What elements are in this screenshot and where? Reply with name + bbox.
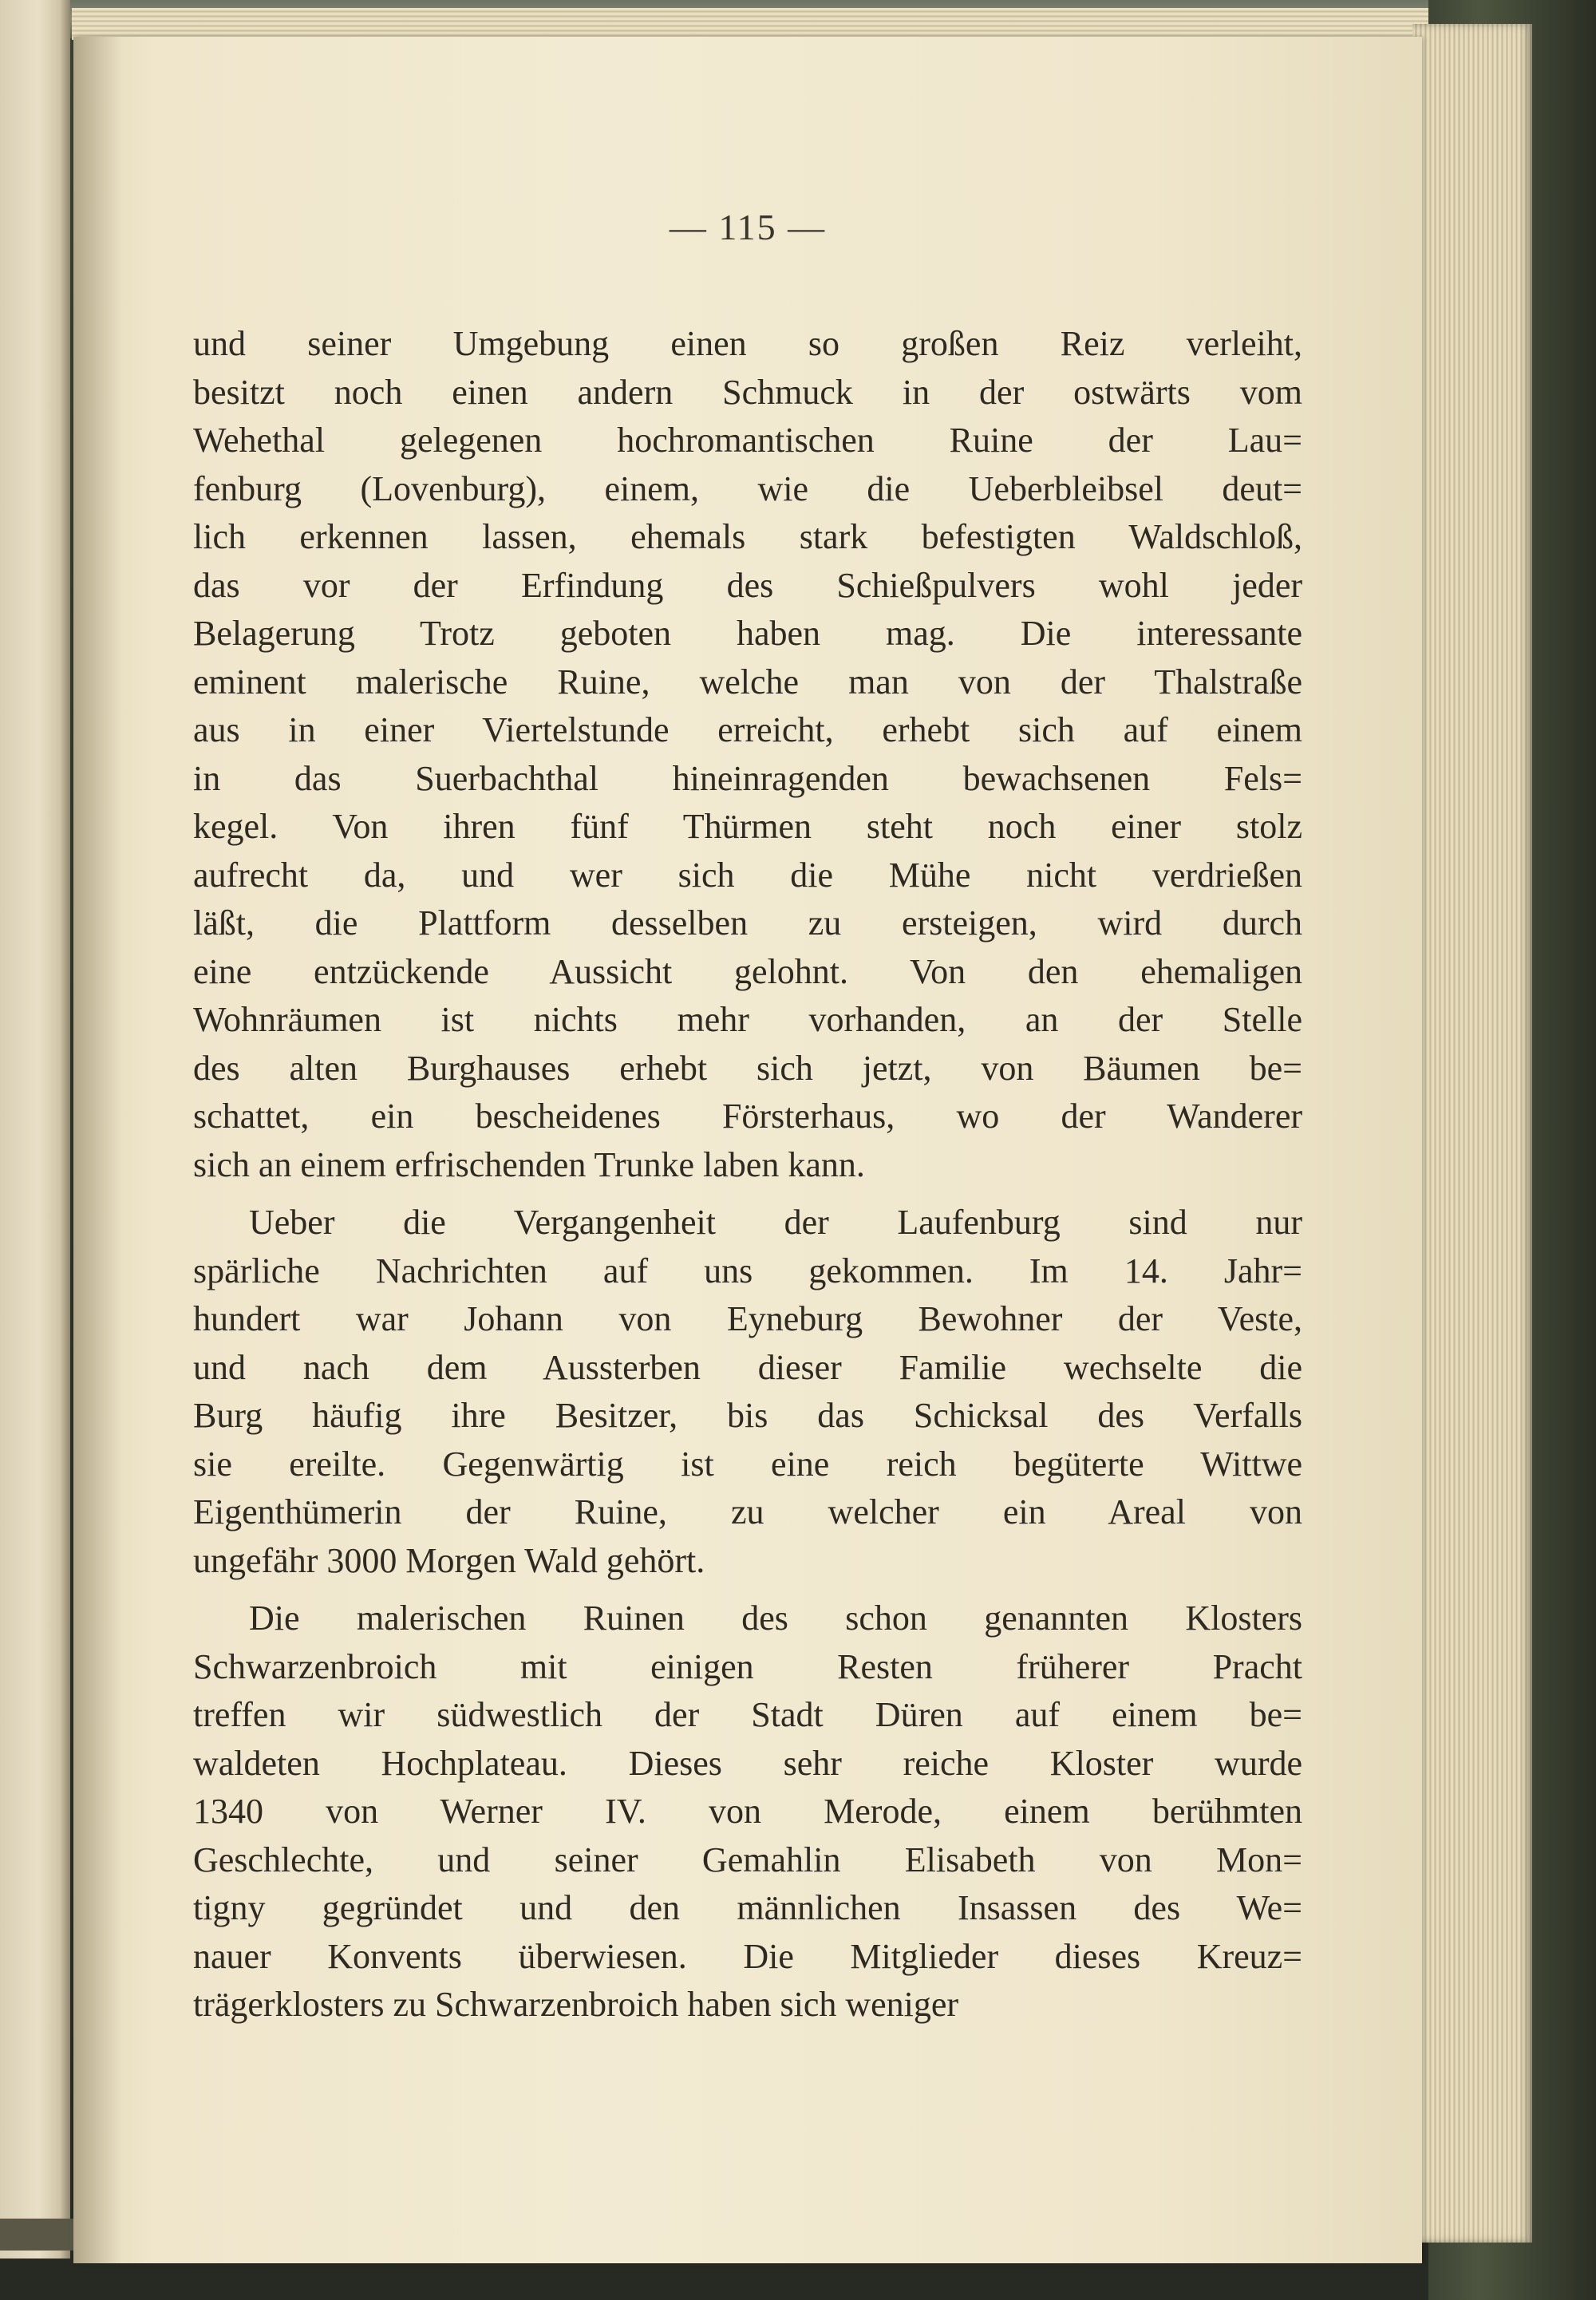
text-line: hundert war Johann von Eyneburg Bewohner der Veste,	[193, 1299, 1302, 1338]
text-line: sie ereilte. Gegenwärtig ist eine reich begüterte Wittwe	[193, 1444, 1302, 1484]
gutter-shadow	[73, 37, 121, 2263]
text-line: aufrecht da, und wer sich die Mühe nicht verdrießen	[193, 855, 1302, 895]
text-line: aus in einer Viertelstunde erreicht, erhebt sich auf einem	[193, 710, 1302, 749]
text-line: Burg häufig ihre Besitzer, bis das Schicksal des Verfalls	[193, 1396, 1302, 1435]
text-line: Geschlechte, und seiner Gemahlin Elisabeth von Mon=	[193, 1840, 1302, 1879]
text-line: tigny gegründet und den männlichen Insassen des We=	[193, 1888, 1302, 1927]
text-line: Eigenthümerin der Ruine, zu welcher ein Areal von	[193, 1492, 1302, 1531]
text-line: Wohnräumen ist nichts mehr vorhanden, an der Stelle	[193, 1000, 1302, 1039]
text-line: ungefähr 3000 Morgen Wald gehört.	[193, 1540, 705, 1580]
text-line: besitzt noch einen andern Schmuck in der ostwärts vom	[193, 372, 1302, 412]
text-line: eminent malerische Ruine, welche man von der Thalstraße	[193, 662, 1302, 701]
text-line: und nach dem Aussterben dieser Familie wechselte die	[193, 1347, 1302, 1387]
text-line: Wehethal gelegenen hochromantischen Ruine der Lau=	[193, 421, 1302, 460]
text-line: nauer Konvents überwiesen. Die Mitglieder dieses Kreuz=	[193, 1936, 1302, 1976]
book-page	[73, 37, 1422, 2263]
text-line: Die malerischen Ruinen des schon genannten Klosters	[249, 1599, 1302, 1638]
text-line: Ueber die Vergangenheit der Laufenburg sind nur	[249, 1203, 1302, 1242]
text-line: des alten Burghauses erhebt sich jetzt, von Bäumen be=	[193, 1048, 1302, 1088]
page-number: — 115 —	[669, 207, 827, 247]
paragraph-gap	[193, 1585, 1302, 1595]
text-line: das vor der Erfindung des Schießpulvers wohl jeder	[193, 565, 1302, 605]
text-line: spärliche Nachrichten auf uns gekommen. Im 14. Jahr=	[193, 1251, 1302, 1290]
text-line: fenburg (Lovenburg), einem, wie die Ueberbleibsel deut=	[193, 468, 1302, 508]
text-line: sich an einem erfrischenden Trunke laben kann.	[193, 1144, 865, 1184]
facing-page-shadow	[0, 2219, 76, 2251]
text-line: treffen wir südwestlich der Stadt Düren auf einem be=	[193, 1695, 1302, 1734]
text-line: in das Suerbachthal hineinragenden bewachsenen Fels=	[193, 758, 1302, 798]
text-line: und seiner Umgebung einen so großen Reiz verleiht,	[193, 324, 1302, 363]
text-line: lich erkennen lassen, ehemals stark befestigten Waldschloß,	[193, 517, 1302, 556]
text-line: 1340 von Werner IV. von Merode, einem berühmten	[193, 1792, 1302, 1831]
paragraph-gap	[193, 1189, 1302, 1199]
text-line: Schwarzenbroich mit einigen Resten früherer Pracht	[193, 1646, 1302, 1686]
facing-page-left	[0, 0, 70, 2259]
text-line: schattet, ein bescheidenes Försterhaus, wo der Wanderer	[193, 1097, 1302, 1136]
text-line: eine entzückende Aussicht gelohnt. Von den ehemaligen	[193, 951, 1302, 991]
text-line: Belagerung Trotz geboten haben mag. Die interessante	[193, 614, 1302, 653]
page-edges-top	[72, 8, 1500, 40]
text-line: kegel. Von ihren fünf Thürmen steht noch einer stolz	[193, 807, 1302, 846]
text-line: läßt, die Plattform desselben zu ersteigen, wird durch	[193, 903, 1302, 943]
text-line: trägerklosters zu Schwarzenbroich haben sich weniger	[193, 1985, 959, 2024]
page-edges-right	[1412, 24, 1532, 2243]
body-text	[193, 320, 1302, 2029]
text-line: waldeten Hochplateau. Dieses sehr reiche Kloster wurde	[193, 1743, 1302, 1783]
